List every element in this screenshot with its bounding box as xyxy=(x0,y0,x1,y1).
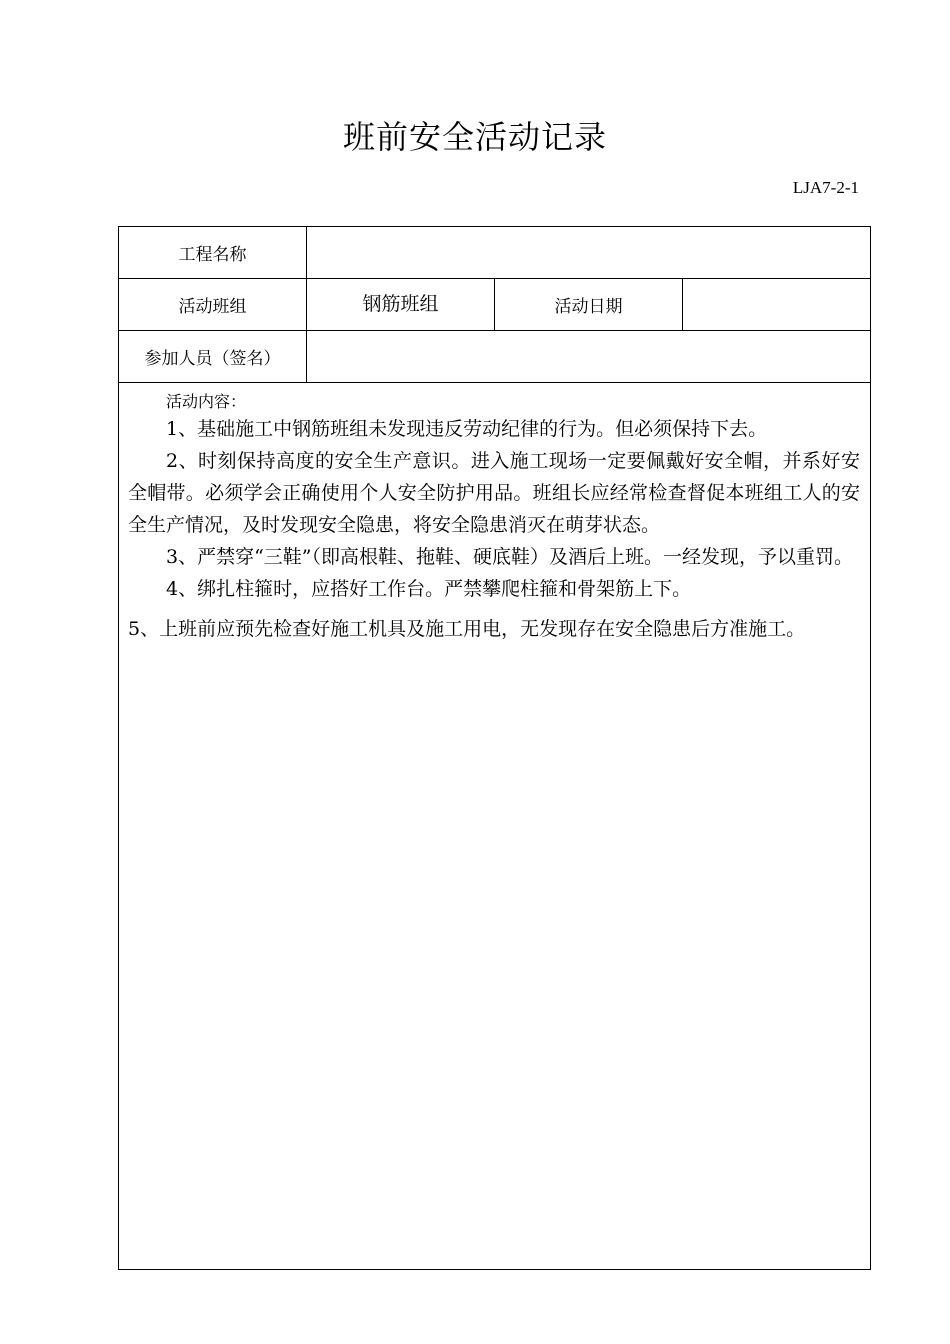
participants-label: 参加人员（签名） xyxy=(119,331,307,383)
participants-row xyxy=(119,331,871,383)
content-item-1: 1、基础施工中钢筋班组未发现违反劳动纪律的行为。但必须保持下去。 xyxy=(166,418,768,440)
team-label: 活动班组 xyxy=(119,279,307,331)
project-name-field[interactable] xyxy=(307,227,871,279)
content-heading: 活动内容： xyxy=(166,392,247,411)
record-table xyxy=(118,226,871,1270)
page-title: 班前安全活动记录 xyxy=(342,118,607,156)
team-date-row xyxy=(119,279,871,331)
project-name-label: 工程名称 xyxy=(119,227,307,279)
date-label: 活动日期 xyxy=(495,279,683,331)
content-item-4: 4、绑扎柱箍时，应搭好工作台。严禁攀爬柱箍和骨架筋上下。 xyxy=(166,578,692,600)
content-item-2: 2、时刻保持高度的安全生产意识。进入施工现场一定要佩戴好安全帽，并系好安全帽带。必须学会正确使用个人安全防护用品。班组长应经常检查督促本班组工人的安全生产情况，及时发现安全隐患，将安全隐患消灭在萌芽状态。 xyxy=(128,450,861,536)
activity-content-cell[interactable] xyxy=(119,383,871,1270)
project-name-row xyxy=(119,227,871,279)
team-field[interactable]: 钢筋班组 xyxy=(307,279,495,331)
date-field[interactable] xyxy=(683,279,871,331)
content-item-3: 3、严禁穿“三鞋”（即高根鞋、拖鞋、硬底鞋）及酒后上班。一经发现，予以重罚。 xyxy=(166,546,854,568)
content-row xyxy=(119,383,871,1270)
content-item-5: 5、上班前应预先检查好施工机具及施工用电，无发现存在安全隐患后方准施工。 xyxy=(128,618,806,640)
participants-field[interactable] xyxy=(307,331,871,383)
form-code: LJA7-2-1 xyxy=(792,178,859,197)
